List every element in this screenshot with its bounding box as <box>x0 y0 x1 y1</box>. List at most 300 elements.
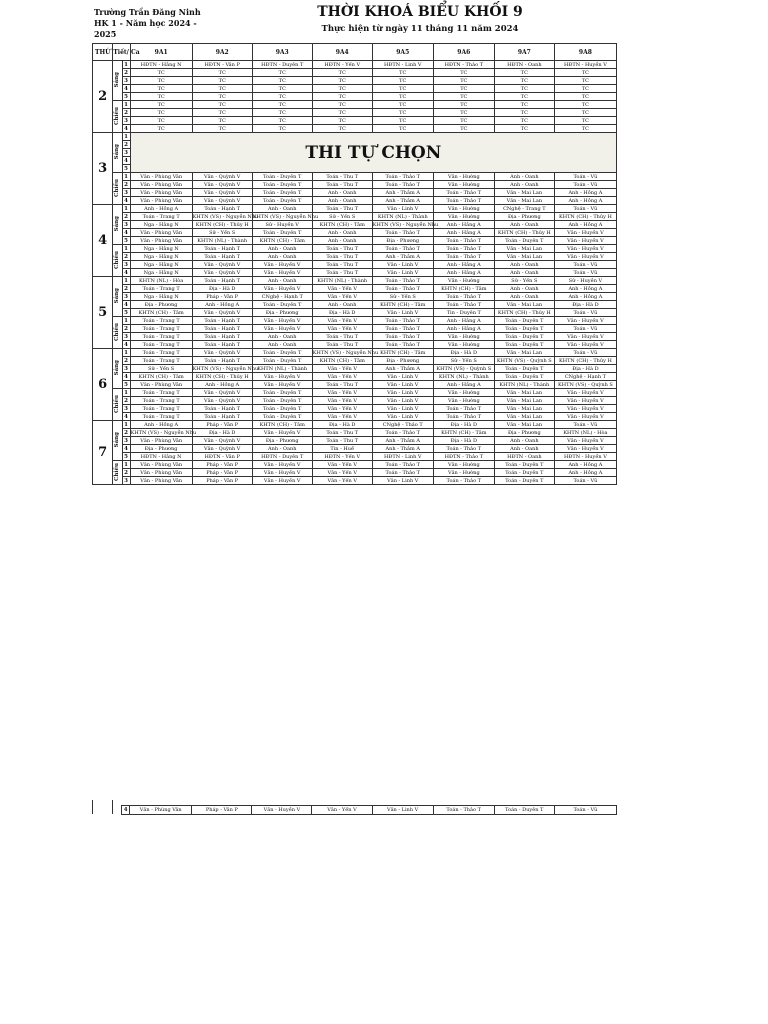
period-number: 5 <box>122 237 130 245</box>
table-cell: Địa - Hà D <box>192 285 252 293</box>
table-cell: TC <box>433 85 494 93</box>
table-cell: Sử - Huyền V <box>252 221 312 229</box>
table-cell: Toán - Duyên T <box>252 189 312 197</box>
table-cell: TC <box>433 125 494 133</box>
table-cell: Anh - Oanh <box>312 237 372 245</box>
table-row <box>93 85 617 93</box>
table-cell: Toán - Duyên T <box>494 477 554 485</box>
table-row <box>93 373 617 381</box>
table-cell: CNghệ - Hạnh T <box>554 373 616 381</box>
table-cell: KHTN (CH) - Tâm <box>372 349 433 357</box>
table-cell: Địa - Hà D <box>312 309 372 317</box>
table-cell: Toán - Duyên T <box>494 365 554 373</box>
table-cell: Toán - Duyên T <box>252 181 312 189</box>
table-cell: HĐTN - Hằng N <box>130 61 192 69</box>
table-cell: Sử - Yến S <box>433 357 494 365</box>
table-cell: HĐTN - Linh V <box>372 61 433 69</box>
table-cell: Toán - Duyên T <box>252 389 312 397</box>
table-cell: Toán - Thảo T <box>433 445 494 453</box>
table-cell: Văn - Huyền V <box>252 269 312 277</box>
table-row <box>93 173 617 181</box>
table-cell: KHTN (VS) - Nguyễn Nhu <box>130 429 197 436</box>
table-cell: Toán - Thảo T <box>433 413 494 421</box>
table-cell: Văn - Huyền V <box>252 285 312 293</box>
table-cell: Toán - Duyên T <box>494 333 554 341</box>
table-cell: KHTN (NL) - Hòa <box>554 429 616 437</box>
table-cell: TC <box>554 109 616 117</box>
table-cell: Toán - Thảo T <box>372 325 433 333</box>
table-cell: Toán - Thảo T <box>433 245 494 253</box>
table-cell: Toán - Vũ <box>554 325 616 333</box>
table-cell: KHTN (NL) - Thành <box>252 365 312 373</box>
table-cell: KHTN (NL) - Thành <box>372 213 433 221</box>
table-cell: Toán - Thu T <box>312 173 372 181</box>
table-cell: Toán - Duyên T <box>252 413 312 421</box>
table-cell: TC <box>372 69 433 77</box>
table-cell: HĐTN - Linh V <box>372 453 433 461</box>
table-cell: TC <box>192 109 252 117</box>
period-number: 3 <box>122 405 130 413</box>
table-cell: Anh - Oanh <box>252 253 312 261</box>
table-cell: Toán - Duyên T <box>494 806 554 815</box>
table-row <box>93 397 617 405</box>
table-cell: TC <box>372 85 433 93</box>
table-cell: Văn - Linh V <box>372 269 433 277</box>
table-cell: KHTN (NL) - Thành <box>433 373 494 381</box>
table-row <box>93 309 617 317</box>
table-cell: Văn - Hường <box>433 397 494 405</box>
table-cell: Văn - Quỳnh V <box>192 269 252 277</box>
table-cell: KHTN (NL) - Thành <box>192 237 252 245</box>
table-cell: Văn - Quỳnh V <box>192 173 252 181</box>
table-cell: Toán - Thu T <box>312 437 372 445</box>
table-row <box>93 437 617 445</box>
period-number: 4 <box>122 413 130 421</box>
table-cell: Anh - Hồng A <box>130 421 192 429</box>
session-label-text: Sáng <box>114 71 121 88</box>
table-cell: Văn - Hường <box>433 461 494 469</box>
table-cell: Văn - Huyền V <box>252 806 312 815</box>
table-cell: Sử - Yến S <box>312 213 372 221</box>
table-row <box>93 365 617 373</box>
table-cell: Pháp - Vân P <box>192 477 252 485</box>
table-cell: KHTN (CH) - Thủy H <box>192 221 252 229</box>
table-cell: Toán - Vũ <box>554 421 616 429</box>
table-cell: Văn - Huyền V <box>252 373 312 381</box>
table-cell: Văn - Phùng Vân <box>130 461 192 469</box>
table-cell: Anh - Hằng A <box>433 317 494 325</box>
table-cell: TC <box>494 77 554 85</box>
table-cell: Văn - Huyền V <box>252 325 312 333</box>
table-cell: Pháp - Vân P <box>192 461 252 469</box>
table-row <box>93 317 617 325</box>
period-number: 3 <box>122 189 130 197</box>
table-cell: Toán - Trang T <box>130 317 192 325</box>
table-cell: Toán - Thu T <box>312 205 372 213</box>
table-cell: Văn - Linh V <box>372 373 433 381</box>
table-cell: Văn - Quỳnh V <box>192 437 252 445</box>
table-cell: Văn - Mai Lan <box>494 405 554 413</box>
table-cell: Anh - Hồng A <box>554 293 616 301</box>
period-number: 4 <box>122 373 130 381</box>
table-cell: Toán - Trang T <box>130 341 192 349</box>
table-row <box>93 445 617 453</box>
table-row <box>93 93 617 101</box>
table-cell: Toán - Hạnh T <box>192 253 252 261</box>
table-cell: Địa - Phương <box>494 213 554 221</box>
table-cell: Văn - Huyền V <box>252 261 312 269</box>
table-row <box>93 189 617 197</box>
table-cell: Anh - Oanh <box>252 277 312 285</box>
table-cell: Văn - Huyền V <box>554 317 616 325</box>
table-row <box>93 277 617 285</box>
period-number: 4 <box>122 157 130 165</box>
table-cell: Văn - Yến V <box>312 477 372 485</box>
table-cell: HĐTN - Oanh <box>494 61 554 69</box>
table-cell: Toán - Thảo T <box>372 285 433 293</box>
table-cell: TC <box>252 77 312 85</box>
table-row <box>93 453 617 461</box>
table-cell: TC <box>130 93 192 101</box>
exam-banner: THI TỰ CHỌN <box>130 133 616 173</box>
session-label <box>113 349 122 389</box>
table-cell: TC <box>554 77 616 85</box>
table-cell: Toán - Thảo T <box>372 341 433 349</box>
session-label <box>113 61 122 101</box>
session-label <box>113 461 122 485</box>
table-cell: Văn - Yến V <box>312 461 372 469</box>
session-label <box>113 245 122 277</box>
page-subtitle: Thực hiện từ ngày 11 tháng 11 năm 2024 <box>321 24 519 34</box>
table-cell: Anh - Hồng A <box>554 197 616 205</box>
table-cell: Văn - Phùng Vân <box>130 477 192 485</box>
table-cell: Địa - Phương <box>372 237 433 245</box>
table-cell: Anh - Oanh <box>494 173 554 181</box>
table-cell: TC <box>494 117 554 125</box>
period-number: 3 <box>122 117 130 125</box>
period-number: 2 <box>122 141 130 149</box>
period-number: 1 <box>122 173 130 181</box>
table-cell: Văn - Hường <box>433 181 494 189</box>
table-cell: TC <box>192 69 252 77</box>
table-cell: Toán - Trang T <box>130 389 192 397</box>
table-cell: Toán - Thảo T <box>372 173 433 181</box>
table-cell: Toán - Thảo T <box>372 461 433 469</box>
session-label-text: Sáng <box>114 431 121 448</box>
table-cell: Văn - Quỳnh V <box>192 309 252 317</box>
period-number: 2 <box>122 397 130 405</box>
table-cell: Toán - Trang T <box>130 397 192 405</box>
table-cell: Toán - Thảo T <box>372 245 433 253</box>
period-number: 1 <box>122 245 130 253</box>
table-cell: TC <box>130 69 192 77</box>
table-cell: Sử - Yến S <box>494 277 554 285</box>
table-cell: Văn - Huyền V <box>554 333 616 341</box>
table-cell: TC <box>494 109 554 117</box>
session-label <box>113 173 122 205</box>
table-row <box>93 101 617 109</box>
table-cell: Toán - Vũ <box>554 173 616 181</box>
table-cell: Toán - Duyên T <box>494 373 554 381</box>
period-number: 2 <box>122 285 130 293</box>
table-cell: TC <box>130 117 192 125</box>
table-cell: Anh - Oanh <box>494 285 554 293</box>
table-cell: Văn - Mai Lan <box>494 389 554 397</box>
table-cell: Sử - Yến S <box>130 365 192 373</box>
table-cell: Văn - Mai Lan <box>494 253 554 261</box>
table-cell: Văn - Hường <box>433 213 494 221</box>
day-label: 2 <box>93 61 113 133</box>
table-cell: CNghệ - Hạnh T <box>252 293 312 301</box>
column-header-9a3: 9A3 <box>252 44 312 61</box>
table-row <box>93 205 617 213</box>
table-cell: KHTN (VS) - Nguyễn Nhu <box>192 365 259 372</box>
table-cell: Địa - Hà D <box>433 349 494 357</box>
table-cell: Văn - Yến V <box>312 405 372 413</box>
table-cell: Toán - Thu T <box>312 429 372 437</box>
table-cell: Anh - Thắm A <box>372 189 433 197</box>
table-row <box>93 181 617 189</box>
table-cell: Văn - Hường <box>433 277 494 285</box>
table-cell: HĐTN - Thảo T <box>433 61 494 69</box>
table-cell: TC <box>312 77 372 85</box>
period-number: 1 <box>122 461 130 469</box>
table-cell: Văn - Hường <box>433 333 494 341</box>
table-row <box>93 389 617 397</box>
table-cell: TC <box>252 117 312 125</box>
period-number: 1 <box>122 133 130 141</box>
table-cell: TC <box>554 93 616 101</box>
table-cell: Văn - Linh V <box>372 806 433 815</box>
table-cell: Văn - Huyền V <box>554 245 616 253</box>
table-cell: Địa - Phương <box>372 357 433 365</box>
table-cell: Toán - Trang T <box>130 413 192 421</box>
table-cell: Văn - Huyền V <box>554 229 616 237</box>
table-cell: Toán - Hạnh T <box>192 317 252 325</box>
table-cell: Địa - Phương <box>130 445 192 453</box>
table-cell: Toán - Hạnh T <box>192 357 252 365</box>
table-cell: Văn - Linh V <box>372 389 433 397</box>
table-cell: Địa - Phương <box>252 437 312 445</box>
table-cell: Văn - Huyền V <box>554 253 616 261</box>
table-cell: Văn - Yến V <box>312 317 372 325</box>
table-cell: Văn - Mai Lan <box>494 189 554 197</box>
table-cell: TC <box>494 93 554 101</box>
period-number: 3 <box>122 477 130 485</box>
table-cell: Toán - Thảo T <box>372 181 433 189</box>
table-cell: TC <box>312 85 372 93</box>
table-cell: Nga - Hằng N <box>130 245 192 253</box>
table-cell: Anh - Oanh <box>252 205 312 213</box>
table-cell: Sử - Yến S <box>192 229 252 237</box>
table-cell: Văn - Phùng Vân <box>130 173 192 181</box>
table-row <box>93 357 617 365</box>
table-cell: Văn - Huyền V <box>554 413 616 421</box>
table-cell: Toán - Thu T <box>312 381 372 389</box>
table-cell: Văn - Hường <box>433 389 494 397</box>
table-row <box>93 69 617 77</box>
table-cell: Văn - Yến V <box>312 365 372 373</box>
session-label <box>113 389 122 421</box>
period-number: 5 <box>122 453 130 461</box>
table-cell: Anh - Hồng A <box>554 461 616 469</box>
table-cell: Toán - Thảo T <box>372 429 433 437</box>
table-cell: Anh - Hằng A <box>433 229 494 237</box>
session-label-text: Chiều <box>114 178 121 197</box>
table-row <box>92 806 617 815</box>
table-cell: TC <box>312 69 372 77</box>
table-cell: Toán - Duyên T <box>494 325 554 333</box>
period-number: 4 <box>122 301 130 309</box>
timetable-tail <box>92 805 617 815</box>
table-cell: HĐTN - Yến V <box>312 453 372 461</box>
session-label <box>113 133 122 173</box>
table-row <box>93 405 617 413</box>
column-header-9a7: 9A7 <box>494 44 554 61</box>
table-row <box>93 285 617 293</box>
table-cell: Toán - Vũ <box>554 477 616 485</box>
table-cell: KHTN (CH) - Thủy H <box>494 229 554 237</box>
table-cell: Anh - Hằng A <box>433 381 494 389</box>
table-row <box>93 245 617 253</box>
table-cell: Văn - Mai Lan <box>494 245 554 253</box>
table-cell: Anh - Hằng A <box>433 325 494 333</box>
table-cell: Toán - Trang T <box>130 285 192 293</box>
table-cell: Toán - Vũ <box>554 309 616 317</box>
column-header-9a5: 9A5 <box>372 44 433 61</box>
table-cell: TC <box>252 109 312 117</box>
table-cell: Văn - Huyền V <box>554 341 616 349</box>
table-row <box>93 429 617 437</box>
table-cell: Toán - Thảo T <box>433 405 494 413</box>
table-cell: Anh - Oanh <box>494 445 554 453</box>
table-cell: Toán - Duyên T <box>252 357 312 365</box>
table-cell: Văn - Yến V <box>312 285 372 293</box>
table-cell: Anh - Oanh <box>494 181 554 189</box>
table-cell: Toán - Duyên T <box>494 341 554 349</box>
table-cell: Văn - Phùng Vân <box>130 237 192 245</box>
period-number: 5 <box>122 381 130 389</box>
table-cell: Toán - Thảo T <box>433 197 494 205</box>
table-cell: CNghệ - Thảo T <box>372 421 433 429</box>
table-cell: KHTN (NL) - Thành <box>312 277 372 285</box>
table-cell: TC <box>372 117 433 125</box>
table-cell: Văn - Quỳnh V <box>192 189 252 197</box>
table-cell: Văn - Linh V <box>372 477 433 485</box>
table-cell: Văn - Huyền V <box>554 389 616 397</box>
session-label <box>113 277 122 317</box>
table-row <box>93 117 617 125</box>
table-cell: TC <box>252 101 312 109</box>
period-number: 2 <box>122 325 130 333</box>
table-cell: TC <box>372 77 433 85</box>
table-cell: Pháp - Vân P <box>192 421 252 429</box>
column-header-day: THỨ <box>93 44 113 61</box>
table-cell: Sử - Huyền V <box>554 277 616 285</box>
table-cell: TC <box>130 85 192 93</box>
table-cell: Văn - Phùng Vân <box>130 437 192 445</box>
table-cell: Địa - Phương <box>130 301 192 309</box>
table-cell: Pháp - Vân P <box>192 806 252 815</box>
table-cell: Văn - Quỳnh V <box>192 397 252 405</box>
period-number: 1 <box>122 349 130 357</box>
table-cell: Toán - Thu T <box>312 181 372 189</box>
table-cell: Sử - Yến S <box>372 293 433 301</box>
table-cell: Anh - Hồng A <box>554 221 616 229</box>
table-cell: Toán - Duyên T <box>252 197 312 205</box>
table-cell: Toán - Duyên T <box>494 237 554 245</box>
table-cell: TC <box>554 117 616 125</box>
table-cell: Anh - Hồng A <box>554 469 616 477</box>
period-number: 1 <box>122 101 130 109</box>
table-cell: Toán - Trang T <box>130 349 192 357</box>
period-number: 3 <box>122 221 130 229</box>
table-cell: TC <box>372 93 433 101</box>
period-number: 4 <box>122 197 130 205</box>
table-cell: Văn - Yến V <box>312 397 372 405</box>
table-cell: Địa - Hà D <box>312 421 372 429</box>
table-cell: TC <box>312 109 372 117</box>
period-number: 1 <box>122 389 130 397</box>
table-cell: KHTN (VS) - Nguyễn Nhu <box>192 213 259 220</box>
table-cell: Anh - Oanh <box>252 245 312 253</box>
table-cell: TC <box>312 101 372 109</box>
table-cell: TC <box>433 101 494 109</box>
page-title: THỜI KHOÁ BIỂU KHỐI 9 <box>317 4 523 20</box>
table-cell: Văn - Quỳnh V <box>192 181 252 189</box>
table-cell: Toán - Trang T <box>130 333 192 341</box>
table-cell: TC <box>192 77 252 85</box>
table-cell: Văn - Huyền V <box>554 445 616 453</box>
session-label <box>113 317 122 349</box>
table-cell: Toán - Thảo T <box>433 301 494 309</box>
table-cell: Văn - Phùng Vân <box>130 469 192 477</box>
table-cell: Toán - Hạnh T <box>192 205 252 213</box>
table-row <box>93 133 617 141</box>
table-cell: Địa - Phương <box>494 429 554 437</box>
table-cell: Văn - Linh V <box>372 261 433 269</box>
table-row <box>93 469 617 477</box>
tail-spacer <box>92 806 122 815</box>
table-cell: Toán - Trang T <box>130 213 192 221</box>
period-number: 5 <box>122 309 130 317</box>
table-cell: TC <box>372 125 433 133</box>
column-header-period: Tiết/ Ca <box>113 44 130 61</box>
table-row <box>93 237 617 245</box>
table-cell: KHTN (CH) - Tâm <box>433 429 494 437</box>
table-cell: Văn - Mai Lan <box>494 413 554 421</box>
table-cell: Văn - Hường <box>433 341 494 349</box>
table-cell: Toán - Thảo T <box>372 469 433 477</box>
period-number: 3 <box>122 437 130 445</box>
table-cell: Toán - Thảo T <box>433 477 494 485</box>
table-cell: Nga - Hằng N <box>130 253 192 261</box>
session-label <box>113 205 122 245</box>
table-cell: Văn - Huyền V <box>252 381 312 389</box>
table-row <box>93 77 617 85</box>
table-row <box>93 349 617 357</box>
period-number: 1 <box>122 277 130 285</box>
table-cell: Văn - Phùng Vân <box>130 806 192 815</box>
table-cell: TC <box>433 69 494 77</box>
table-cell: Địa - Hà D <box>433 437 494 445</box>
table-cell: Pháp - Vân P <box>192 293 252 301</box>
table-cell: Văn - Huyền V <box>252 429 312 437</box>
table-cell: KHTN (CH) - Thủy H <box>554 213 616 221</box>
table-cell: Văn - Yến V <box>312 325 372 333</box>
table-cell: TC <box>192 93 252 101</box>
table-cell: Văn - Yến V <box>312 806 372 815</box>
